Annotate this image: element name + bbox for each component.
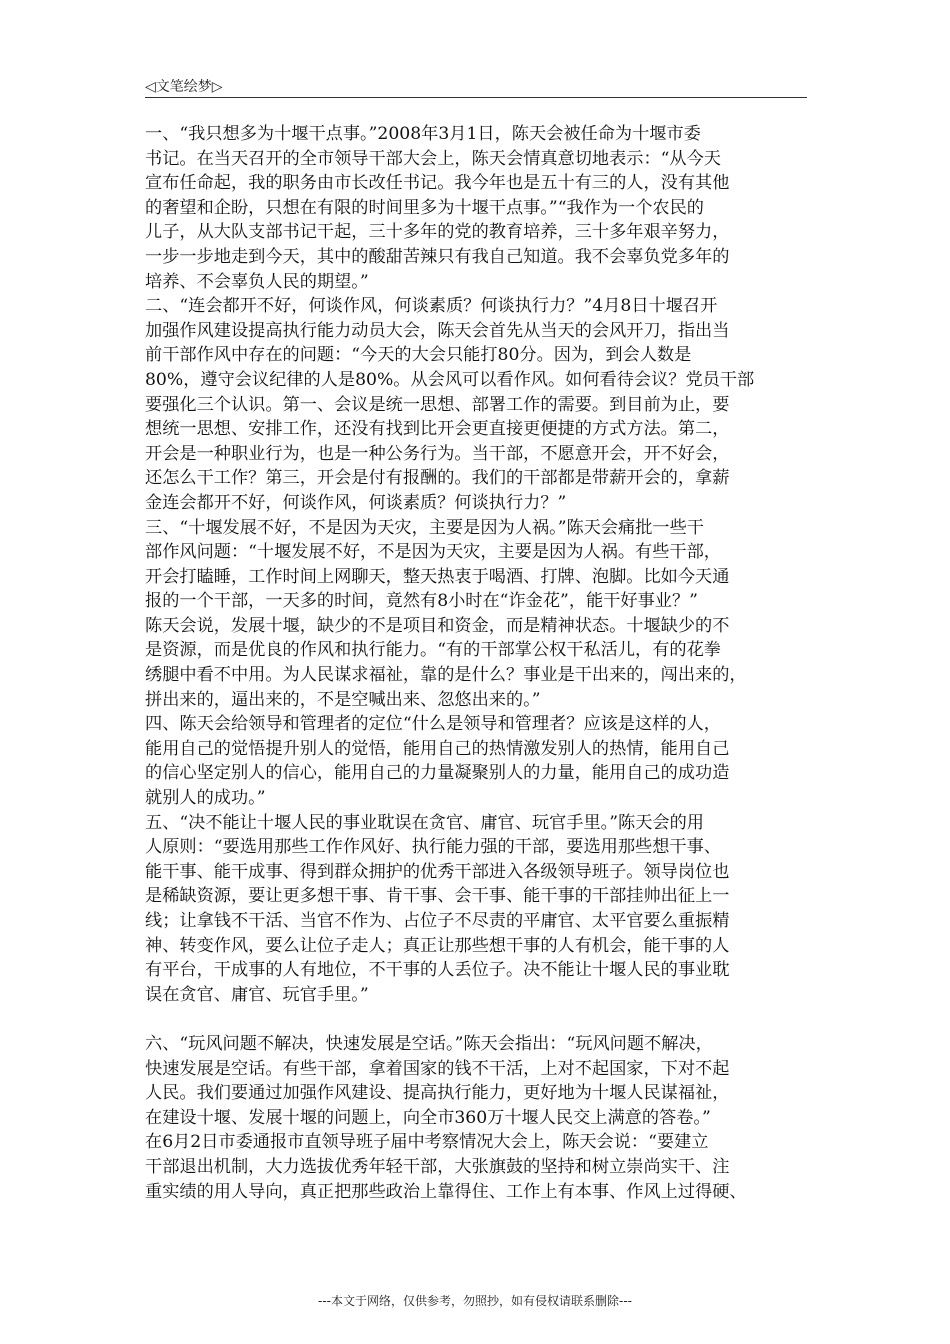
text-line: 部作风问题：“十堰发展不好，不是因为天灾，主要是因为人祸。有些干部， (145, 542, 721, 563)
text-line: 金连会都开不好，何谈作风，何谈素质？何谈执行力？” (145, 492, 567, 513)
text-line: 重实绩的用人导向，真正把那些政治上靠得住、工作上有本事、作风上过得硬、 (145, 1181, 747, 1202)
text-line: 的信心坚定别人的信心，能用自己的力量凝聚别人的力量，能用自己的成功造 (145, 763, 730, 784)
text-line: 儿子，从大队支部书记干起，三十多年的党的教育培养，三十多年艰辛努力， (145, 222, 730, 243)
text-line: 报的一个干部，一天多的时间，竟然有8小时在“诈金花”，能干好事业？” (145, 591, 698, 612)
text-line: 神、转变作风，要么让位子走人；真正让那些想干事的人有机会，能干事的人 (145, 935, 730, 956)
text-line: 绣腿中看不中用。为人民谋求福祉，靠的是什么？事业是干出来的，闯出来的， (145, 665, 747, 686)
text-line: 就别人的成功。” (145, 788, 266, 809)
text-line: 加强作风建设提高执行能力动员大会，陈天会首先从当天的会风开刀，指出当 (145, 320, 730, 341)
text-line: 前干部作风中存在的问题：“今天的大会只能打80分。因为，到会人数是 (145, 345, 692, 366)
header-title: ◁文笔绘梦▷ (145, 79, 223, 95)
blank-line (145, 1007, 815, 1032)
text-line: 五、“决不能让十堰人民的事业耽误在贪官、庸官、玩官手里。”陈天会的用 (145, 812, 704, 833)
text-line: 干部退出机制，大力选拔优秀年轻干部，大张旗鼓的坚持和树立崇尚实干、注 (145, 1156, 730, 1177)
text-line: 宣布任命起，我的职务由市长改任书记。我今年也是五十有三的人，没有其他 (145, 173, 730, 194)
text-line: 开会是一种职业行为，也是一种公务行为。当干部，不愿意开会，开不好会， (145, 443, 730, 464)
text-line: 二、“连会都开不好，何谈作风，何谈素质？何谈执行力？”4月8日十堰召开 (145, 296, 718, 317)
text-line: 是稀缺资源，要让更多想干事、肯干事、会干事、能干事的干部挂帅出征上一 (145, 886, 730, 907)
text-line: 书记。在当天召开的全市领导干部大会上，陈天会情真意切地表示：“从今天 (145, 148, 721, 169)
text-line: 的奢望和企盼，只想在有限的时间里多为十堰干点事。”“我作为一个农民的 (145, 197, 704, 218)
text-line: 在建设十堰、发展十堰的问题上，向全市360万十堰人民交上满意的答卷。” (145, 1107, 711, 1128)
text-line: 能干事、能干成事、得到群众拥护的优秀干部进入各级领导班子。领导岗位也 (145, 861, 730, 882)
text-line: 想统一思想、安排工作，还没有找到比开会更直接更便捷的方式方法。第二， (145, 419, 730, 440)
document-body (145, 122, 815, 1204)
text-line: 在6月2日市委通报市直领导班子届中考察情况大会上，陈天会说：“要建立 (145, 1132, 709, 1153)
text-line: 人原则：“要选用那些工作作风好、执行能力强的干部，要选用那些想干事、 (145, 837, 721, 858)
text-line: 误在贪官、庸官、玩官手里。” (145, 984, 369, 1005)
page-footer: ---本文于网络，仅供参考，勿照抄，如有侵权请联系删除--- (318, 1294, 632, 1308)
text-line: 要强化三个认识。第一、会议是统一思想、部署工作的需要。到目前为止，要 (145, 394, 730, 415)
text-line: 拼出来的，逼出来的，不是空喊出来、忽悠出来的。” (145, 689, 541, 710)
text-line: 三、“十堰发展不好，不是因为天灾，主要是因为人祸。”陈天会痛批一些干 (145, 517, 704, 538)
text-line: 快速发展是空话。有些干部，拿着国家的钱不干活，上对不起国家，下对不起 (145, 1058, 730, 1079)
text-line: 能用自己的觉悟提升别人的觉悟，能用自己的热情激发别人的热情，能用自己 (145, 738, 730, 759)
text-line: 80%，遵守会议纪律的人是80%。从会风可以看作风。如何看待会议？党员干部 (145, 369, 755, 390)
text-line: 一、“我只想多为十堰干点事。”2008年3月1日，陈天会被任命为十堰市委 (145, 124, 701, 144)
text-line: 一步一步地走到今天，其中的酸甜苦辣只有我自己知道。我不会辜负党多年的 (145, 246, 730, 267)
text-line: 陈天会说，发展十堰，缺少的不是项目和资金，而是精神状态。十堰缺少的不 (145, 615, 730, 636)
text-line: 六、“玩风问题不解决，快速发展是空话。”陈天会指出：“玩风问题不解决， (145, 1033, 713, 1054)
text-line: 人民。我们要通过加强作风建设、提高执行能力，更好地为十堰人民谋福祉， (145, 1083, 730, 1104)
text-line: 是资源，而是优良的作风和执行能力。“有的干部掌公权干私活儿，有的花拳 (145, 640, 721, 661)
text-line: 还怎么干工作？第三，开会是付有报酬的。我们的干部都是带薪开会的，拿薪 (145, 468, 730, 489)
text-line: 有平台，干成事的人有地位，不干事的人丢位子。决不能让十堰人民的事业耽 (145, 960, 730, 981)
header-divider (145, 97, 807, 98)
text-line: 培养、不会辜负人民的期望。” (145, 271, 369, 292)
text-line: 线；让拿钱不干活、当官不作为、占位子不尽责的平庸官、太平官要么重振精 (145, 911, 730, 931)
page-header (145, 70, 807, 100)
text-line: 四、陈天会给领导和管理者的定位“什么是领导和管理者？应该是这样的人， (145, 714, 721, 735)
text-line: 开会打瞌睡，工作时间上网聊天，整天热衷于喝酒、打牌、泡脚。比如今天通 (145, 566, 730, 587)
